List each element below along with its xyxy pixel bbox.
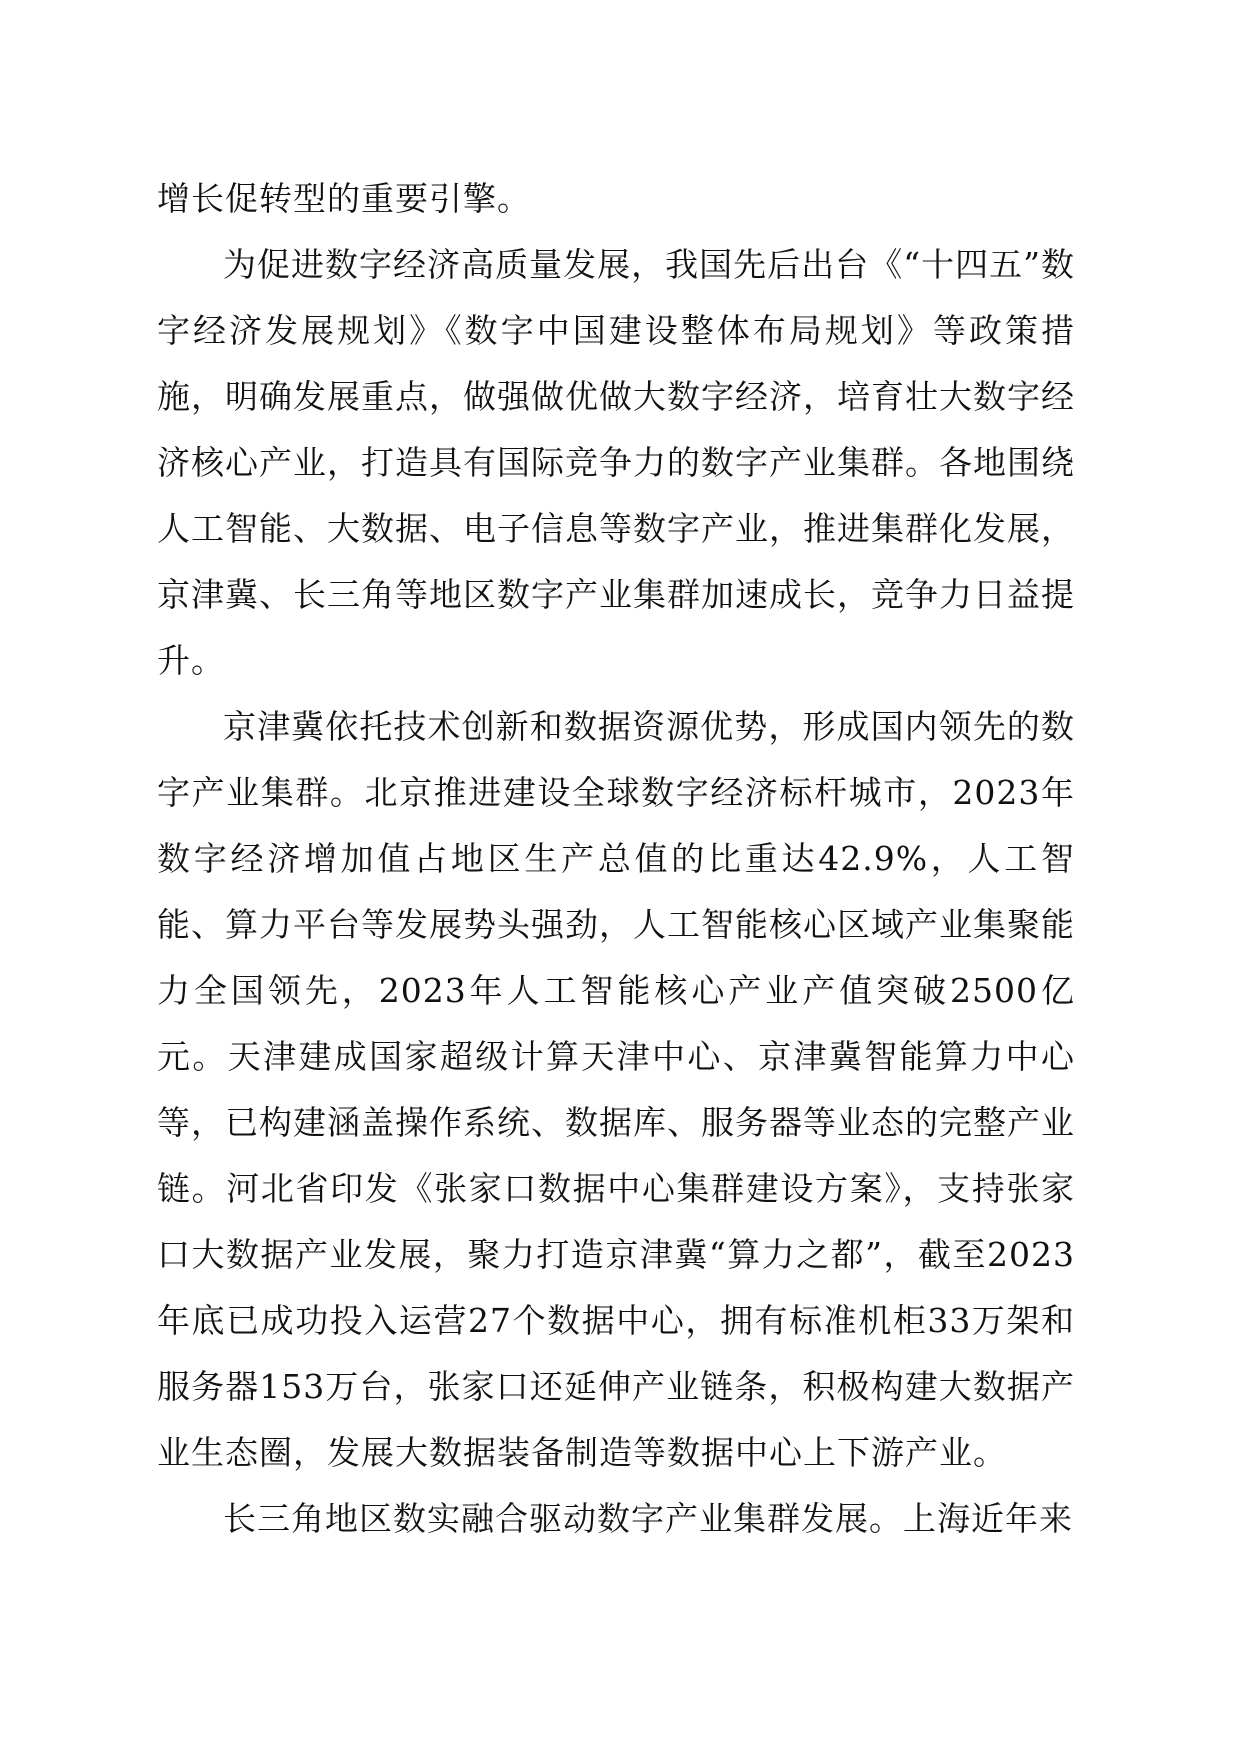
paragraph-policy-overview: 为促进数字经济高质量发展，我国先后出台《“十四五”数字经济发展规划》《数字中国建设整体布局规划》等政策措施，明确发展重点，做强做优做大数字经济，培育壮大数字经济核心产业，打造具有国际竞争力的数字产业集群。各地围绕人工智能、大数据、电子信息等数字产业，推进集群化发展，京津冀、长三角等地区数字产业集群加速成长，竞争力日益提升。 — [157, 245, 1075, 680]
paragraph-yangtze-delta-cluster: 长三角地区数实融合驱动数字产业集群发展。上海近年来 — [223, 1499, 1073, 1538]
document-body — [157, 166, 1075, 1552]
paragraph-continuation: 增长促转型的重要引擎。 — [157, 179, 531, 218]
paragraph-jingjinji-cluster: 京津冀依托技术创新和数据资源优势，形成国内领先的数字产业集群。北京推进建设全球数字经济标杆城市，2023年数字经济增加值占地区生产总值的比重达42.9%，人工智能、算力平台等发展势头强劲，人工智能核心区域产业集聚能力全国领先，2023年人工智能核心产业产值突破2500亿元。天津建成国家超级计算天津中心、京津冀智能算力中心等，已构建涵盖操作系统、数据库、服务器等业态的完整产业链。河北省印发《张家口数据中心集群建设方案》，支持张家口大数据产业发展，聚力打造京津冀“算力之都”，截至2023年底已成功投入运营27个数据中心，拥有标准机柜33万架和服务器153万台，张家口还延伸产业链条，积极构建大数据产业生态圈，发展大数据装备制造等数据中心上下游产业。 — [157, 707, 1075, 1472]
